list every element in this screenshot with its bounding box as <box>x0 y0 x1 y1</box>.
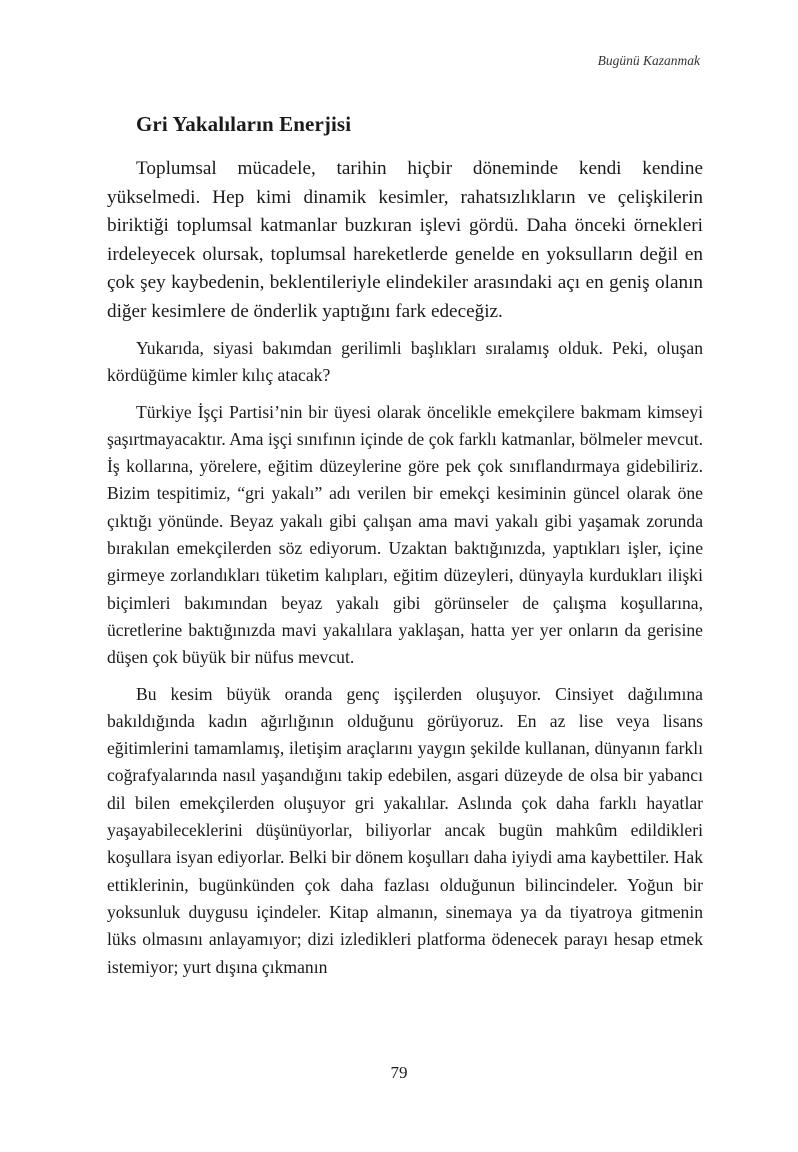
section-title: Gri Yakalıların Enerjisi <box>136 112 352 136</box>
page-body <box>107 112 703 990</box>
paragraph-3: Türkiye İşçi Partisi’nin bir üyesi olarak öncelikle emekçilere bakmam kimseyi şaşırtmayacaktır. Ama işçi sınıfının içinde de çok farklı katmanlar, bölmeler mevcut. İş kollarına, yörelere, eğitim düzeylerine göre pek çok sınıflandırmaya gidebiliriz. Bizim tespitimiz, “gri yakalı” adı verilen bir emekçi kesiminin güncel olarak öne çıktığı yönünde. Beyaz yakalı gibi çalışan ama mavi yakalı gibi yaşamak zorunda bırakılan emekçilerden söz ediyorum. Uzaktan baktığınızda, yaptıkları işler, içine girmeye zorlandıkları tüketim kalıpları, eğitim düzeyleri, dünyayla kurdukları ilişki biçimleri bakımından beyaz yakalı gibi görünseler de çalışma koşullarına, ücretlerine baktığınızda mavi yakalılara yaklaşan, hatta yer yer onların da gerisine düşen çok büyük bir nüfus mevcut. <box>107 401 703 668</box>
paragraph-1: Toplumsal mücadele, tarihin hiçbir döneminde kendi kendine yükselmedi. Hep kimi dinamik kesimler, rahatsızlıkların ve çelişkilerin biriktiği toplumsal katmanlar buzkıran işlevi gördü. Daha önceki örnekleri irdeleyecek olursak, toplumsal hareketlerde genelde en yoksulların değil en çok şey kaybedenin, beklentileriyle elindekiler arasındaki açı en geniş olanın diğer kesimlere de önderlik yaptığını fark edeceğiz. <box>107 158 703 322</box>
page-number: 79 <box>390 1063 408 1082</box>
paragraph-2: Yukarıda, siyasi bakımdan gerilimli başlıkları sıralamış olduk. Peki, oluşan kördüğüme kimler kılıç atacak? <box>107 338 703 386</box>
running-header: Bugünü Kazanmak <box>597 53 700 68</box>
paragraph-4: Bu kesim büyük oranda genç işçilerden oluşuyor. Cinsiyet dağılımına bakıldığında kadın ağırlığının olduğunu görüyoruz. En az lise veya lisans eğitimlerini tamamlamış, iletişim araçlarını yaygın şekilde kullanan, dünyanın farklı coğrafyalarında nasıl yaşandığını takip edebilen, asgari düzeyde de olsa bir yabancı dil bilen emekçilerden oluşuyor gri yakalılar. Aslında çok daha farklı hayatlar yaşayabileceklerini düşünüyorlar, biliyorlar ancak bugün mahkûm edildikleri koşullara isyan ediyorlar. Belki bir dönem koşulları daha iyiydi ama kaybettiler. Hak ettiklerinin, bugünkünden çok daha fazlası olduğunun bilincindeler. Yoğun bir yoksunluk duygusu içindeler. Kitap almanın, sinemaya ya da tiyatroya gitmenin lüks olmasını anlayamıyor; dizi izledikleri platforma ödenecek parayı hesap etmek istemiyor; yurt dışına çıkmanın <box>107 683 703 977</box>
